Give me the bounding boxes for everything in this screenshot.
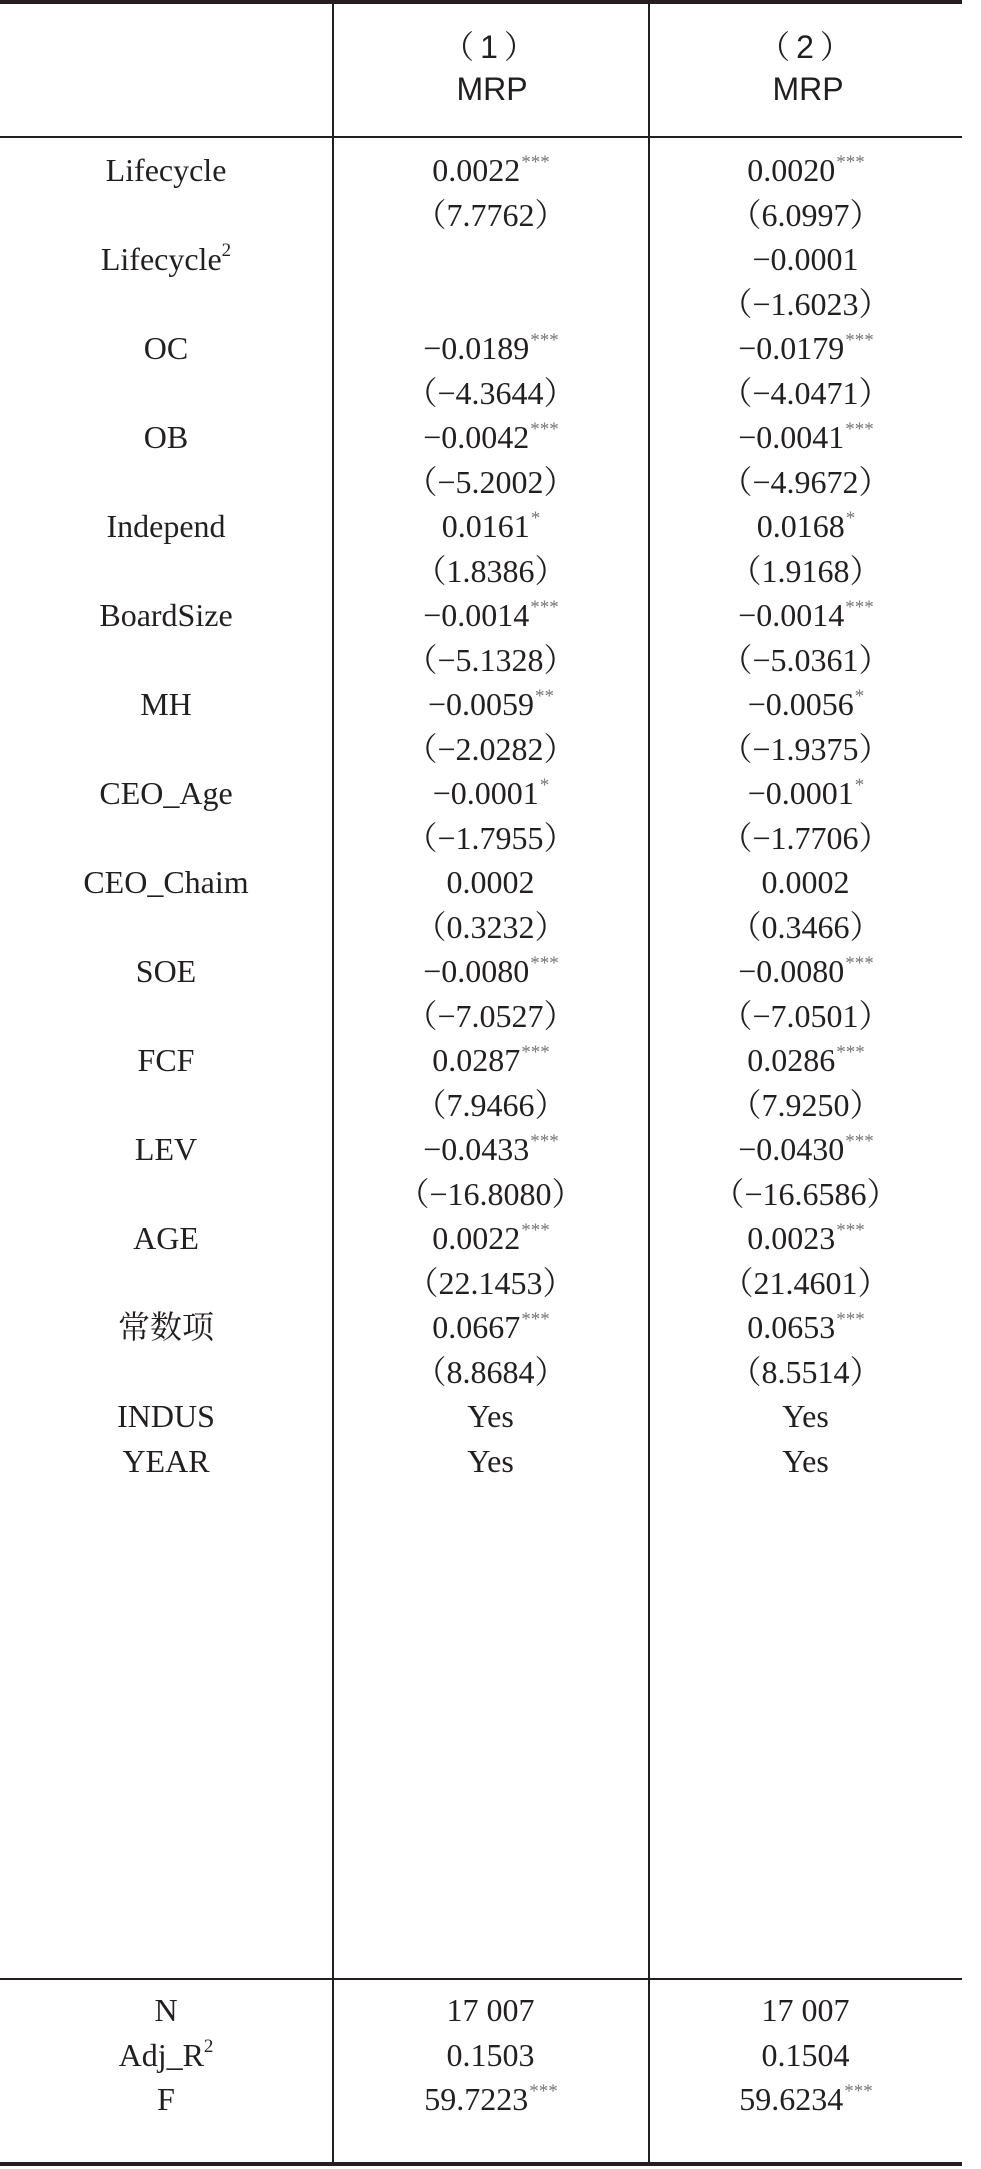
cell-value: （−5.2002）: [405, 463, 576, 500]
significance-stars: *: [539, 775, 550, 796]
significance-stars: *: [854, 686, 865, 707]
cell-value: 59.6234: [739, 2081, 844, 2117]
cell-value: −0.0433: [423, 1131, 530, 1167]
cell-value: 17 007: [761, 1992, 850, 2028]
cell-value: （−1.7706）: [720, 819, 891, 856]
row-label-text: MH: [140, 686, 192, 722]
cell-value: 59.7223: [424, 2081, 529, 2117]
row-label-text: CEO_Age: [99, 775, 233, 811]
cell-value: 0.0667: [432, 1309, 521, 1345]
significance-stars: ***: [530, 419, 559, 440]
cell-value: （−2.0282）: [405, 730, 576, 767]
cell-value: （6.0997）: [729, 196, 882, 233]
cell-value: 0.0002: [761, 864, 850, 900]
significance-stars: ***: [836, 152, 865, 173]
cell-value: （8.5514）: [729, 1353, 882, 1390]
table-top-rule: [0, 0, 962, 4]
column-1-cell: [334, 1431, 648, 1492]
cell-value: （0.3232）: [414, 908, 567, 945]
cell-value: −0.0179: [738, 330, 845, 366]
row-label-text: 常数项: [117, 1309, 214, 1345]
significance-stars: *: [530, 508, 541, 529]
significance-stars: ***: [521, 1309, 550, 1330]
column-1-name: MRP: [456, 71, 528, 107]
row-label-superscript: 2: [221, 240, 232, 261]
cell-value: −0.0041: [738, 419, 845, 455]
significance-stars: ***: [845, 1131, 874, 1152]
significance-stars: ***: [521, 1220, 550, 1241]
table-row: [0, 1431, 962, 1492]
cell-value: −0.0056: [747, 686, 854, 722]
cell-value: （−1.6023）: [720, 285, 891, 322]
significance-stars: *: [845, 508, 856, 529]
cell-value: （1.8386）: [414, 552, 567, 589]
column-2-name: MRP: [772, 71, 844, 107]
cell-value: （−16.6586）: [712, 1175, 899, 1212]
row-label: [0, 1431, 332, 1492]
column-2-cell: [650, 2069, 962, 2130]
row-label-text: LEV: [134, 1131, 198, 1167]
cell-value: （7.9466）: [414, 1086, 567, 1123]
cell-value: （−5.0361）: [720, 641, 891, 678]
significance-stars: ***: [836, 1309, 865, 1330]
cell-value: （−16.8080）: [397, 1175, 584, 1212]
significance-stars: ***: [529, 2081, 558, 2102]
cell-value: （−7.0527）: [405, 997, 576, 1034]
significance-stars: ***: [836, 1220, 865, 1241]
significance-stars: ***: [530, 330, 559, 351]
cell-value: （1.9168）: [729, 552, 882, 589]
significance-stars: ***: [845, 597, 874, 618]
cell-value: 0.0168: [756, 508, 845, 544]
row-label: [0, 2069, 332, 2130]
cell-value: Yes: [467, 1398, 514, 1434]
column-1-number: （1）: [442, 29, 542, 65]
significance-stars: ***: [845, 953, 874, 974]
row-label-text: F: [157, 2081, 175, 2117]
cell-value: 0.0287: [432, 1042, 521, 1078]
column-2-cell: [650, 1431, 962, 1492]
cell-value: Yes: [782, 1398, 829, 1434]
cell-value: 0.0020: [747, 152, 836, 188]
table-row: [0, 2069, 962, 2130]
cell-value: （−4.3644）: [405, 374, 576, 411]
cell-value: （8.8684）: [414, 1353, 567, 1390]
cell-value: 0.1504: [761, 2036, 850, 2073]
row-label-text: N: [154, 1992, 178, 2028]
cell-value: −0.0080: [738, 953, 845, 989]
cell-value: −0.0042: [423, 419, 530, 455]
significance-stars: ***: [521, 152, 550, 173]
significance-stars: **: [535, 686, 555, 707]
cell-value: −0.0189: [423, 330, 530, 366]
cell-value: 0.0161: [441, 508, 530, 544]
column-header-2: [650, 26, 966, 110]
cell-value: 0.0022: [432, 152, 521, 188]
row-label-text: CEO_Chaim: [83, 864, 249, 900]
table-bottom-rule: [0, 2162, 962, 2166]
cell-value: （−1.9375）: [720, 730, 891, 767]
cell-value: Yes: [782, 1442, 829, 1479]
cell-value: （−4.0471）: [720, 374, 891, 411]
cell-value: （0.3466）: [729, 908, 882, 945]
cell-value: 0.0022: [432, 1220, 521, 1256]
row-label-text: FCF: [137, 1042, 195, 1078]
cell-value: （−7.0501）: [720, 997, 891, 1034]
cell-value: （−1.7955）: [405, 819, 576, 856]
cell-value: （22.1453）: [406, 1264, 575, 1301]
significance-stars: ***: [845, 419, 874, 440]
row-label-text: YEAR: [122, 1442, 210, 1479]
cell-value: 0.1503: [446, 2036, 535, 2073]
significance-stars: ***: [521, 1042, 550, 1063]
cell-value: （7.7762）: [414, 196, 567, 233]
cell-value: 0.0653: [747, 1309, 836, 1345]
cell-value: （−4.9672）: [720, 463, 891, 500]
significance-stars: *: [854, 775, 865, 796]
column-1-cell: [334, 2069, 648, 2130]
cell-value: 17 007: [446, 1992, 535, 2028]
cell-value: Yes: [467, 1442, 514, 1479]
cell-value: −0.0059: [427, 686, 535, 722]
cell-value: 0.0286: [747, 1042, 836, 1078]
row-label-text: Independ: [106, 508, 226, 544]
cell-value: （7.9250）: [729, 1086, 882, 1123]
significance-stars: ***: [530, 953, 559, 974]
header-rule: [0, 136, 962, 138]
cell-value: −0.0430: [738, 1131, 845, 1167]
cell-value: （−5.1328）: [405, 641, 576, 678]
row-label-text: INDUS: [117, 1398, 215, 1434]
column-header-1: [334, 26, 650, 110]
cell-value: 0.0023: [747, 1220, 836, 1256]
row-label-text: AGE: [133, 1220, 199, 1256]
cell-value: −0.0001: [752, 241, 859, 277]
row-label-text: Adj_R: [118, 2036, 204, 2073]
cell-value: （21.4601）: [721, 1264, 890, 1301]
significance-stars: ***: [844, 2081, 873, 2102]
significance-stars: ***: [836, 1042, 865, 1063]
cell-value: −0.0014: [423, 597, 530, 633]
row-label-text: BoardSize: [99, 597, 233, 633]
row-label-text: OC: [143, 330, 189, 366]
significance-stars: ***: [530, 597, 559, 618]
column-2-number: （2）: [758, 29, 858, 65]
cell-value: −0.0001: [432, 775, 539, 811]
significance-stars: ***: [530, 1131, 559, 1152]
row-label-superscript: 2: [203, 2035, 214, 2057]
row-label-text: Lifecycle: [100, 241, 222, 277]
row-label-text: OB: [143, 419, 189, 455]
row-label-text: Lifecycle: [105, 152, 227, 188]
cell-value: 0.0002: [446, 864, 535, 900]
cell-value: −0.0080: [423, 953, 530, 989]
row-label-text: SOE: [135, 953, 197, 989]
cell-value: −0.0014: [738, 597, 845, 633]
significance-stars: ***: [845, 330, 874, 351]
cell-value: −0.0001: [747, 775, 854, 811]
